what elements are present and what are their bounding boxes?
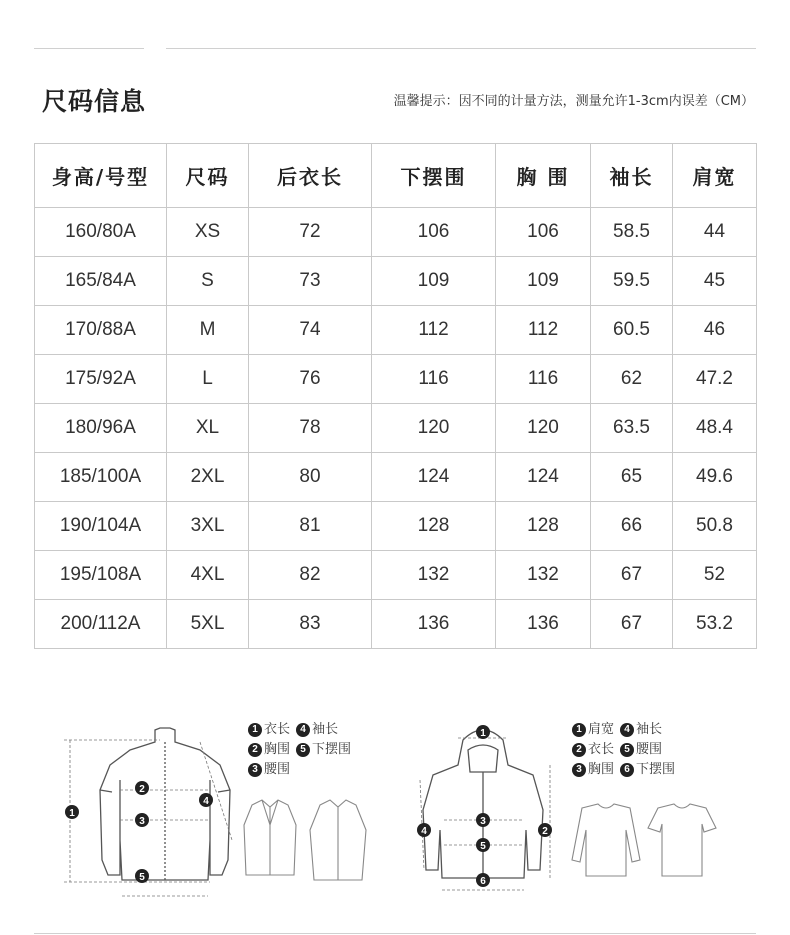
table-cell: 76 [249, 355, 372, 404]
table-cell: 82 [249, 551, 372, 600]
table-cell: 128 [496, 502, 591, 551]
table-cell: 132 [372, 551, 496, 600]
marker-group [417, 725, 552, 887]
table-body [35, 208, 757, 649]
table-cell: 106 [496, 208, 591, 257]
table-cell: 48.4 [673, 404, 757, 453]
table-cell: 58.5 [591, 208, 673, 257]
table-cell: 5XL [167, 600, 249, 649]
svg-text:2: 2 [542, 826, 548, 837]
table-cell: 120 [372, 404, 496, 453]
table-cell: 136 [372, 600, 496, 649]
col-header: 后衣长 [249, 144, 372, 208]
legend-item: 2 衣长 [572, 740, 614, 760]
table-cell: 120 [496, 404, 591, 453]
table-cell: 200/112A [35, 600, 167, 649]
table-cell: 53.2 [673, 600, 757, 649]
table-cell: 62 [591, 355, 673, 404]
legend-item: 5 腰围 [620, 740, 662, 760]
table-cell: 66 [591, 502, 673, 551]
svg-text:4: 4 [421, 826, 427, 837]
table-cell: 132 [496, 551, 591, 600]
legend-item: 1 衣长 [248, 720, 290, 740]
table-cell: 49.6 [673, 453, 757, 502]
svg-text:1: 1 [69, 808, 75, 819]
table-cell: 112 [372, 306, 496, 355]
table-cell: 46 [673, 306, 757, 355]
table-cell: 170/88A [35, 306, 167, 355]
legend-item: 4 袖长 [296, 720, 338, 740]
table-cell: 180/96A [35, 404, 167, 453]
table-cell: 195/108A [35, 551, 167, 600]
table-cell: 65 [591, 453, 673, 502]
table-cell: 106 [372, 208, 496, 257]
sweater-tshirt-icons [562, 800, 722, 880]
table-cell: 81 [249, 502, 372, 551]
table-header-row [35, 144, 757, 208]
blazer-shirt-icons [232, 795, 382, 885]
tshirt-icon [648, 804, 716, 876]
table-cell: 124 [496, 453, 591, 502]
table-cell: 72 [249, 208, 372, 257]
svg-text:6: 6 [480, 876, 486, 887]
col-header: 身高/号型 [35, 144, 167, 208]
svg-text:3: 3 [139, 816, 145, 827]
legend-item: 3 腰围 [248, 760, 290, 780]
table-cell: XL [167, 404, 249, 453]
sweater-icon [572, 804, 640, 876]
table-row [35, 257, 757, 306]
legend-item: 1 肩宽 [572, 720, 614, 740]
size-table [34, 143, 757, 649]
svg-text:5: 5 [480, 841, 486, 852]
table-cell: 109 [372, 257, 496, 306]
table-row [35, 404, 757, 453]
table-row [35, 355, 757, 404]
col-header: 尺码 [167, 144, 249, 208]
table-cell: 190/104A [35, 502, 167, 551]
top-rule-left [34, 48, 144, 49]
svg-text:4: 4 [203, 796, 209, 807]
hoodie-measure-illustration [408, 720, 568, 910]
measurement-tip: 温馨提示：因不同的计量方法，测量允许1-3cm内误差（CM） [393, 94, 754, 109]
svg-text:5: 5 [139, 872, 145, 883]
table-cell: 2XL [167, 453, 249, 502]
table-cell: L [167, 355, 249, 404]
table-cell: 185/100A [35, 453, 167, 502]
table-cell: 52 [673, 551, 757, 600]
legend-item: 3 胸围 [572, 760, 614, 780]
table-cell: 124 [372, 453, 496, 502]
table-row [35, 600, 757, 649]
table-cell: 109 [496, 257, 591, 306]
table-cell: 47.2 [673, 355, 757, 404]
legend-item: 5 下摆围 [296, 740, 351, 760]
table-cell: 116 [496, 355, 591, 404]
page-title: 尺码信息 [42, 87, 147, 116]
table-cell: 74 [249, 306, 372, 355]
svg-text:3: 3 [480, 816, 486, 827]
table-cell: 4XL [167, 551, 249, 600]
col-header: 肩宽 [673, 144, 757, 208]
table-cell: 60.5 [591, 306, 673, 355]
marker-group [65, 781, 213, 883]
table-cell: 50.8 [673, 502, 757, 551]
table-cell: 165/84A [35, 257, 167, 306]
table-cell: 136 [496, 600, 591, 649]
table-cell: 67 [591, 600, 673, 649]
table-cell: M [167, 306, 249, 355]
table-cell: 116 [372, 355, 496, 404]
shirt-icon [310, 800, 366, 880]
bottom-rule [34, 933, 756, 934]
col-header: 下摆围 [372, 144, 496, 208]
table-cell: 63.5 [591, 404, 673, 453]
table-cell: 112 [496, 306, 591, 355]
table-row [35, 551, 757, 600]
top-rule-right [166, 48, 756, 49]
legend-right [572, 720, 675, 780]
table-row [35, 502, 757, 551]
table-cell: 3XL [167, 502, 249, 551]
measurement-guide [0, 700, 790, 920]
table-cell: 128 [372, 502, 496, 551]
svg-text:1: 1 [480, 728, 486, 739]
table-cell: 45 [673, 257, 757, 306]
table-cell: 78 [249, 404, 372, 453]
svg-text:2: 2 [139, 784, 145, 795]
table-cell: 175/92A [35, 355, 167, 404]
table-cell: 160/80A [35, 208, 167, 257]
legend-item: 4 袖长 [620, 720, 662, 740]
col-header: 胸 围 [496, 144, 591, 208]
table-cell: 73 [249, 257, 372, 306]
table-cell: 83 [249, 600, 372, 649]
legend-item: 6 下摆围 [620, 760, 675, 780]
table-cell: 59.5 [591, 257, 673, 306]
table-cell: S [167, 257, 249, 306]
table-cell: 44 [673, 208, 757, 257]
table-cell: XS [167, 208, 249, 257]
table-row [35, 208, 757, 257]
table-cell: 80 [249, 453, 372, 502]
table-row [35, 306, 757, 355]
col-header: 袖长 [591, 144, 673, 208]
legend-left [248, 720, 351, 780]
table-cell: 67 [591, 551, 673, 600]
legend-item: 2 胸围 [248, 740, 290, 760]
blazer-icon [244, 800, 296, 875]
table-row [35, 453, 757, 502]
